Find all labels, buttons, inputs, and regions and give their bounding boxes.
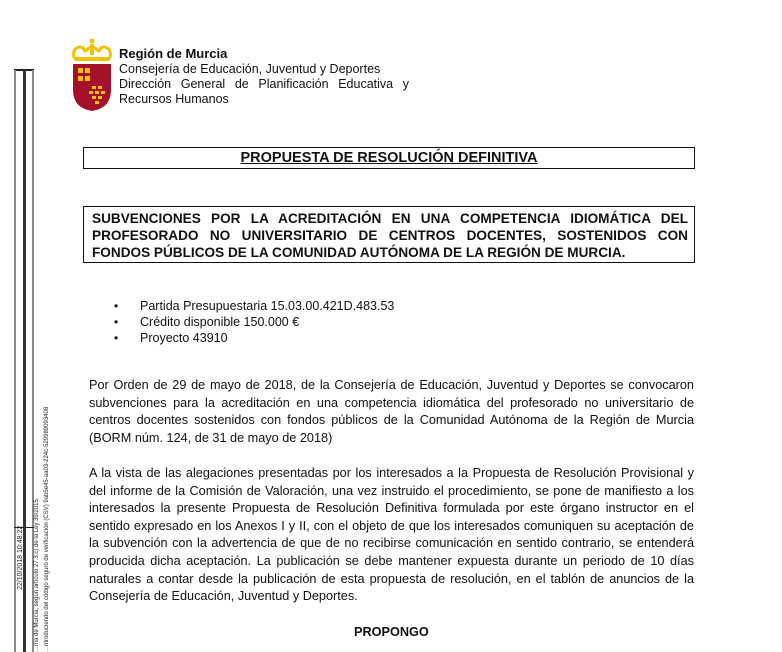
csv-verification-text: …ntroduciendo del código seguro de verificación (CSV) 9ab5e45-aa03-224c-529989093408 xyxy=(44,406,50,652)
coat-of-arms-icon xyxy=(70,38,114,112)
document-title: PROPUESTA DE RESOLUCIÓN DEFINITIVA xyxy=(240,150,538,166)
budget-details-list xyxy=(112,298,394,346)
legal-reference-text: …ma de Murcia, según artículo 27.3.c) de la Ley 39/2015. xyxy=(34,497,40,652)
list-item-available-credit: • Crédito disponible 150.000 € xyxy=(112,314,394,330)
document-title-box xyxy=(83,147,695,169)
list-item-budget-line: • Partida Presupuestaria 15.03.00.421D.483.53 xyxy=(112,298,394,314)
directorate-name-line2: Recursos Humanos xyxy=(119,92,229,106)
paragraph-order-reference: Por Orden de 29 de mayo de 2018, de la Consejería de Educación, Juventud y Deportes se convocaron subvenciones para la acreditación en una competencia idiomática del profesorado no universitario de centros docentes sostenidos con fondos públicos de la Comunidad Autónoma de la Región de Murcia (BORM núm. 124, de 31 de mayo de 2018) xyxy=(89,378,694,445)
signature-timestamp: 22/10/2018 10:48:22 xyxy=(17,525,24,590)
document-subject: SUBVENCIONES POR LA ACREDITACIÓN EN UNA COMPETENCIA IDIOMÁTICA DEL PROFESORADO NO UNIVERSITARIO DE CENTROS DOCENTES, SOSTENIDOS CON FONDOS PÚBLICOS DE LA COMUNIDAD AUTÓNOMA DE LA REGIÓN DE MURCIA. xyxy=(83,206,695,263)
paragraph-resolution-details: A la vista de las alegaciones presentadas por los interesados a la Propuesta de Resolución Provisional y del informe de la Comisión de Valoración, una vez instruido el procedimiento, se pone de manifiesto a los interesados la presente Propuesta de Resolución Definitiva formulada por este órgano instructor en el sentido expresado en los Anexos I y II, con el objeto de que los interesados comuniquen su aceptación de la subvención con la advertencia de que de no recibirse comunicación en sentido contrario, se entenderá producida dicha aceptación. La publicación se debe mantener expuesta durante un periodo de 10 días naturales a contar desde la publicación de esta propuesta de resolución, en el tablón de anuncios de la Consejería de Educación, Juventud y Deportes. xyxy=(89,466,694,604)
propongo-heading: PROPONGO xyxy=(354,625,429,639)
side-strip-line xyxy=(14,70,16,652)
directorate-name-line1: Dirección General de Planificación Educativa y xyxy=(119,77,409,91)
department-name: Consejería de Educación, Juventud y Deportes xyxy=(119,62,381,76)
organization-block xyxy=(119,46,409,107)
list-item-project: • Proyecto 43910 xyxy=(112,330,394,346)
organization-name: Región de Murcia xyxy=(119,46,228,61)
